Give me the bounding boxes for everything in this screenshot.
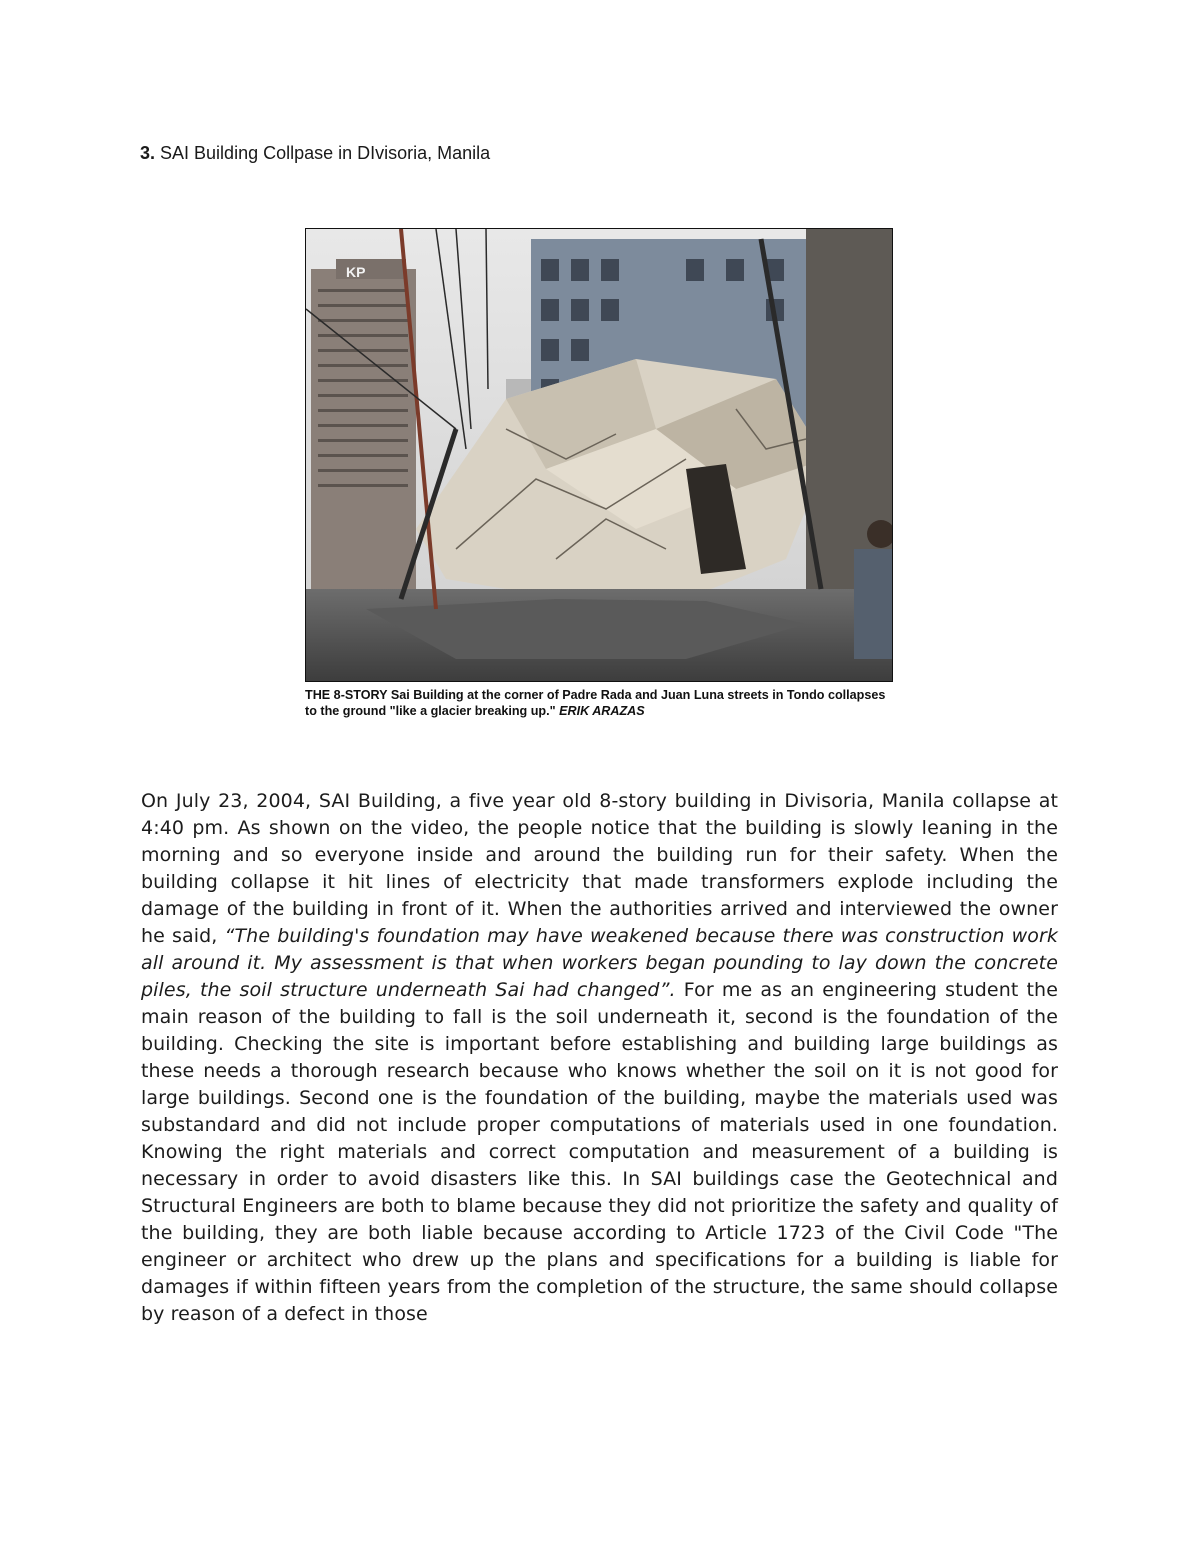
photo-credit: ERIK ARAZAS [559,704,645,718]
section-title: SAI Building Collpase in DIvisoria, Manila [160,143,491,163]
collapsed-building-photo [305,228,893,682]
figure-caption [305,687,893,719]
section-number: 3. [140,143,156,163]
caption-main: THE 8-STORY Sai Building at the corner of Padre Rada and Juan Luna streets in Tondo collapses to the ground "like a glacier breaking up." [305,688,886,718]
owner-quote: “The building's foundation may have weakened because there was construction work all around it. My assessment is that when workers began pounding to lay down the concrete piles, the soil structure underneath Sai had changed”. [141,925,1058,1001]
paragraph-part-1: On July 23, 2004, SAI Building, a five year old 8-story building in Divisoria, Manila collapse at 4:40 pm. As shown on the video, the people notice that the building is slowly leaning in the morning and so everyone inside and around the building run for their safety. When the building collapse it hit lines of electricity that made transformers explode including the damage of the building in front of it. When the authorities arrived and interviewed the owner he said, [141,790,1058,947]
body-paragraph [141,788,1058,1328]
figure [305,228,893,719]
paragraph-part-2: For me as an engineering student the main reason of the building to fall is the soil underneath it, second is the foundation of the building. Checking the site is important before establishing and building large buildings as these needs a thorough research because who knows whether the soil on it is not good for large buildings. Second one is the foundation of the building, maybe the materials used was substandard and did not include proper computations of materials used in one foundation. Knowing the right materials and correct computation and measurement of a building is necessary in order to avoid disasters like this. In SAI buildings case the Geotechnical and Structural Engineers are both to blame because they did not prioritize the safety and quality of the building, they are both liable because according to Article 1723 of the Civil Code "The engineer or architect who drew up the plans and specifications for a building is liable for damages if within fifteen years from the completion of the structure, the same should collapse by reason of a defect in those [141,979,1058,1325]
tower-left [311,259,416,599]
kp-sign: KP [346,264,366,280]
section-heading [140,143,490,164]
